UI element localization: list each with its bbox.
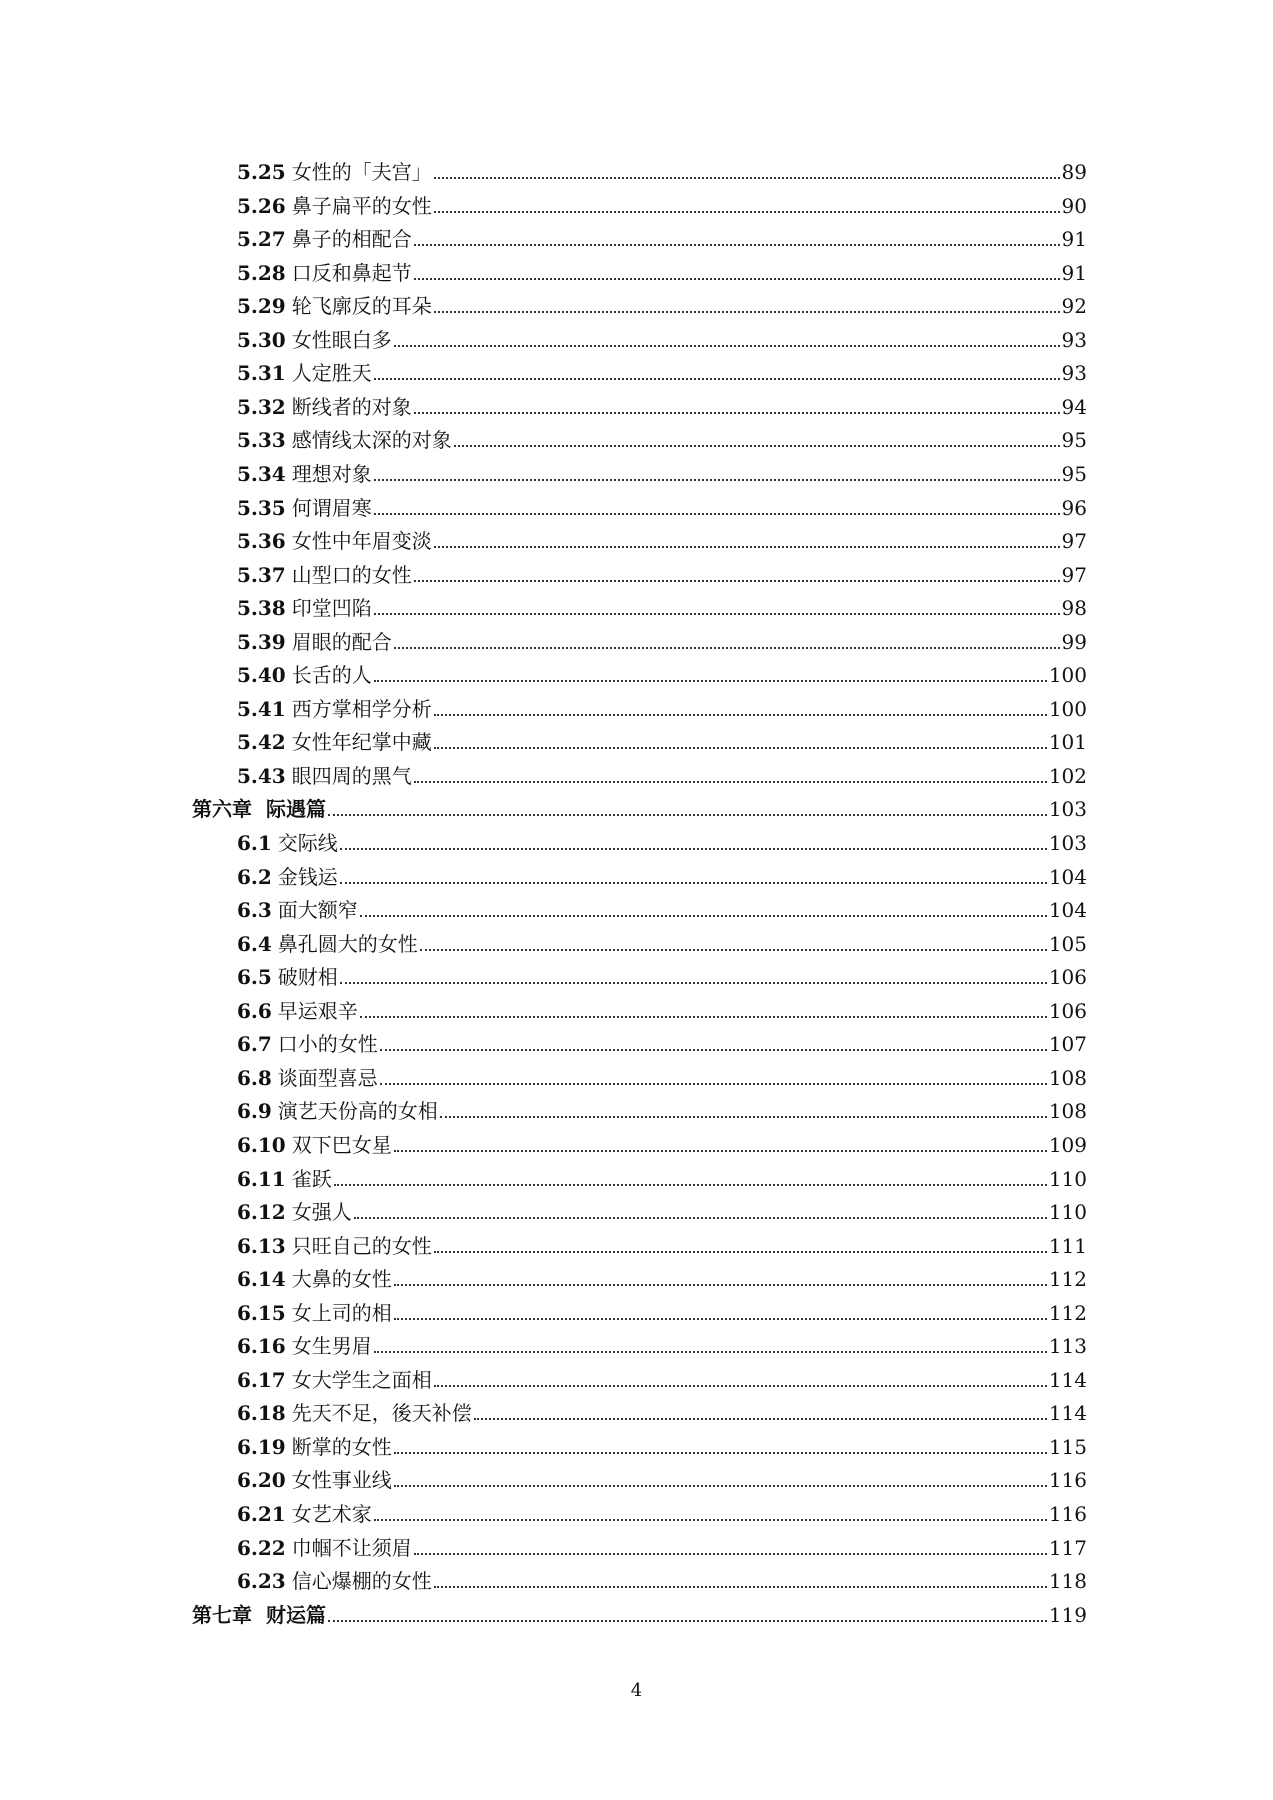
entry-number: 5.40 [237, 663, 286, 688]
entry-page: 97 [1061, 529, 1087, 554]
toc-section-entry[interactable] [237, 389, 1087, 419]
dot-leader [394, 345, 1060, 347]
entry-number: 6.13 [237, 1233, 286, 1258]
entry-title: 交际线 [277, 831, 338, 855]
dot-leader [434, 546, 1060, 548]
entry-page: 100 [1048, 696, 1087, 721]
entry-number: 6.9 [237, 1099, 272, 1124]
entry-page: 114 [1048, 1401, 1087, 1426]
toc-section-entry[interactable] [237, 1161, 1087, 1191]
page-number: 4 [630, 1680, 643, 1701]
entry-page: 108 [1048, 1065, 1087, 1090]
dot-leader [360, 1016, 1047, 1018]
entry-page: 98 [1061, 596, 1087, 621]
entry-number: 6.8 [237, 1065, 272, 1090]
dot-leader [374, 378, 1060, 380]
dot-leader [374, 1519, 1047, 1521]
toc-section-entry[interactable] [237, 456, 1087, 486]
dot-leader [474, 1418, 1047, 1420]
entry-page: 110 [1048, 1200, 1087, 1225]
entry-title: 何谓眉寒 [291, 495, 372, 520]
entry-number: 6.18 [237, 1401, 286, 1426]
toc-section-entry[interactable] [237, 959, 1087, 989]
toc-section-entry[interactable] [237, 1093, 1087, 1123]
toc-section-entry[interactable] [237, 1127, 1087, 1157]
entry-page: 104 [1048, 864, 1087, 889]
entry-number: 6.11 [237, 1166, 286, 1191]
entry-page: 112 [1048, 1300, 1087, 1325]
dot-leader [380, 1083, 1047, 1085]
entry-page: 91 [1061, 227, 1087, 252]
entry-title: 女性事业线 [291, 1468, 392, 1493]
entry-title: 际遇篇 [266, 797, 326, 822]
entry-title: 大鼻的女性 [291, 1267, 392, 1292]
entry-title: 演艺天份高的女相 [277, 1099, 438, 1124]
entry-number: 5.32 [237, 394, 286, 419]
dot-leader [394, 1485, 1047, 1487]
toc-section-entry[interactable] [237, 758, 1087, 788]
entry-number: 6.10 [237, 1132, 286, 1157]
toc-section-entry[interactable] [237, 926, 1087, 956]
toc-section-entry[interactable] [237, 255, 1087, 285]
entry-page: 110 [1048, 1166, 1087, 1191]
entry-page: 95 [1061, 461, 1087, 486]
toc-section-entry[interactable] [237, 221, 1087, 251]
dot-leader [434, 311, 1060, 313]
entry-title: 女上司的相 [291, 1300, 392, 1325]
toc-section-entry[interactable] [237, 1295, 1087, 1325]
entry-title: 鼻子扁平的女性 [291, 193, 432, 218]
dot-leader [434, 177, 1060, 179]
toc-section-entry[interactable] [237, 1362, 1087, 1392]
dot-leader [434, 1251, 1047, 1253]
dot-leader [394, 1284, 1047, 1286]
dot-leader [394, 1318, 1047, 1320]
toc-section-entry[interactable] [237, 993, 1087, 1023]
toc-section-entry[interactable] [237, 1563, 1087, 1593]
entry-number: 6.4 [237, 931, 272, 956]
entry-title: 女性眼白多 [291, 327, 392, 352]
entry-number: 5.36 [237, 529, 286, 554]
entry-page: 114 [1048, 1367, 1087, 1392]
entry-title: 口小的女性 [277, 1032, 378, 1057]
toc-chapter-entry[interactable] [192, 791, 1087, 821]
toc-section-entry[interactable] [237, 1462, 1087, 1492]
entry-number: 6.15 [237, 1300, 286, 1325]
dot-leader [414, 244, 1060, 246]
entry-title: 理想对象 [291, 461, 372, 486]
entry-number: 5.29 [237, 294, 286, 319]
dot-leader [434, 1586, 1047, 1588]
entry-number: 6.17 [237, 1367, 286, 1392]
entry-number: 5.34 [237, 461, 286, 486]
dot-leader [340, 982, 1047, 984]
entry-number: 6.23 [237, 1569, 286, 1594]
entry-title: 鼻孔圆大的女性 [277, 931, 418, 956]
dot-leader [414, 1553, 1047, 1555]
entry-page: 106 [1048, 998, 1087, 1023]
entry-title: 谈面型喜忌 [277, 1065, 378, 1090]
toc-section-entry[interactable] [237, 1060, 1087, 1090]
entry-page: 107 [1048, 1032, 1087, 1057]
dot-leader [434, 714, 1047, 716]
dot-leader [328, 814, 1047, 816]
toc-section-entry[interactable] [237, 1530, 1087, 1560]
dot-leader [380, 1049, 1047, 1051]
entry-number: 5.27 [237, 227, 286, 252]
toc-section-entry[interactable] [237, 859, 1087, 889]
entry-number: 5.37 [237, 562, 286, 587]
entry-page: 106 [1048, 965, 1087, 990]
entry-title: 面大额窄 [277, 898, 358, 923]
entry-number: 6.5 [237, 965, 272, 990]
toc-section-entry[interactable] [237, 1026, 1087, 1056]
entry-number: 5.38 [237, 596, 286, 621]
dot-leader [374, 613, 1060, 615]
entry-title: 早运艰辛 [277, 998, 358, 1023]
dot-leader [394, 1150, 1047, 1152]
toc-section-entry[interactable] [237, 624, 1087, 654]
entry-title: 山型口的女性 [291, 562, 412, 587]
entry-title: 西方掌相学分析 [291, 696, 432, 721]
entry-page: 97 [1061, 562, 1087, 587]
dot-leader [420, 949, 1047, 951]
dot-leader [434, 211, 1060, 213]
dot-leader [374, 479, 1060, 481]
dot-leader [334, 1184, 1047, 1186]
entry-number: 5.33 [237, 428, 286, 453]
toc-section-entry[interactable] [237, 1194, 1087, 1224]
entry-title: 雀跃 [291, 1166, 332, 1191]
dot-leader [328, 1620, 1047, 1622]
entry-page: 103 [1048, 831, 1087, 855]
entry-page: 111 [1048, 1233, 1087, 1258]
entry-title: 女艺术家 [291, 1502, 372, 1526]
dot-leader [414, 580, 1060, 582]
dot-leader [434, 1385, 1047, 1387]
entry-page: 116 [1048, 1468, 1087, 1493]
entry-number: 6.7 [237, 1032, 272, 1057]
entry-title: 女大学生之面相 [291, 1367, 432, 1392]
entry-page: 102 [1048, 763, 1087, 788]
toc-section-entry[interactable] [237, 1228, 1087, 1258]
entry-title: 女性中年眉变淡 [291, 529, 432, 554]
entry-page: 94 [1061, 394, 1087, 419]
entry-number: 5.41 [237, 696, 286, 721]
entry-page: 109 [1048, 1132, 1087, 1157]
entry-title: 破财相 [277, 965, 338, 990]
entry-page: 101 [1048, 730, 1087, 755]
entry-title: 口反和鼻起节 [291, 260, 412, 285]
entry-page: 115 [1048, 1434, 1087, 1459]
toc-section-entry[interactable] [237, 322, 1087, 352]
entry-title: 女生男眉 [291, 1334, 372, 1359]
dot-leader [394, 1452, 1047, 1454]
entry-page: 91 [1061, 260, 1087, 285]
entry-number: 6.19 [237, 1434, 286, 1459]
entry-title: 女性的「夫宫」 [291, 160, 432, 184]
dot-leader [434, 747, 1047, 749]
entry-page: 112 [1048, 1267, 1087, 1292]
toc-section-entry[interactable] [237, 825, 1087, 855]
entry-number: 第七章 [192, 1602, 252, 1627]
toc-section-entry[interactable] [237, 422, 1087, 452]
entry-number: 5.30 [237, 327, 286, 352]
entry-title: 巾帼不让须眉 [291, 1535, 412, 1560]
toc-section-entry[interactable] [237, 1496, 1087, 1526]
entry-number: 5.35 [237, 495, 286, 520]
toc-section-entry[interactable] [237, 557, 1087, 587]
entry-page: 105 [1048, 931, 1087, 956]
entry-page: 103 [1048, 797, 1087, 822]
toc-section-entry[interactable] [237, 1261, 1087, 1291]
entry-title: 财运篇 [266, 1602, 326, 1627]
entry-number: 6.20 [237, 1468, 286, 1493]
entry-title: 金钱运 [277, 864, 338, 889]
entry-number: 6.21 [237, 1502, 286, 1526]
entry-page: 93 [1061, 361, 1087, 386]
entry-title: 只旺自己的女性 [291, 1233, 432, 1258]
dot-leader [394, 647, 1060, 649]
entry-page: 93 [1061, 327, 1087, 352]
entry-number: 6.2 [237, 864, 272, 889]
entry-title: 断掌的女性 [291, 1434, 392, 1459]
entry-page: 90 [1061, 193, 1087, 218]
entry-number: 第六章 [192, 797, 252, 822]
entry-number: 5.43 [237, 763, 286, 788]
toc-chapter-entry[interactable] [192, 1597, 1087, 1627]
entry-title: 长舌的人 [291, 663, 372, 688]
entry-title: 印堂凹陷 [291, 596, 372, 621]
toc-section-entry[interactable] [237, 657, 1087, 687]
toc-section-entry[interactable] [237, 154, 1087, 184]
entry-title: 先天不足，後天补偿 [291, 1401, 472, 1426]
entry-page: 119 [1048, 1602, 1087, 1627]
entry-page: 104 [1048, 898, 1087, 923]
dot-leader [374, 1351, 1047, 1353]
entry-number: 5.25 [237, 160, 286, 184]
dot-leader [374, 680, 1047, 682]
dot-leader [414, 278, 1060, 280]
entry-number: 5.28 [237, 260, 286, 285]
toc-section-entry[interactable] [237, 1429, 1087, 1459]
entry-number: 6.22 [237, 1535, 286, 1560]
entry-title: 断线者的对象 [291, 394, 412, 419]
dot-leader [340, 882, 1047, 884]
entry-page: 117 [1048, 1535, 1087, 1560]
toc-section-entry[interactable] [237, 490, 1087, 520]
entry-page: 118 [1048, 1569, 1087, 1594]
entry-number: 6.12 [237, 1200, 286, 1225]
entry-title: 信心爆棚的女性 [291, 1569, 432, 1594]
toc-section-entry[interactable] [237, 1328, 1087, 1358]
entry-title: 双下巴女星 [291, 1132, 392, 1157]
entry-title: 女强人 [291, 1200, 352, 1225]
entry-number: 5.26 [237, 193, 286, 218]
entry-title: 轮飞廓反的耳朵 [291, 294, 432, 319]
dot-leader [454, 445, 1060, 447]
toc-section-entry[interactable] [237, 724, 1087, 754]
entry-title: 感情线太深的对象 [291, 428, 452, 453]
dot-leader [414, 781, 1047, 783]
toc-section-entry[interactable] [237, 691, 1087, 721]
entry-number: 6.3 [237, 898, 272, 923]
toc-section-entry[interactable] [237, 188, 1087, 218]
entry-title: 鼻子的相配合 [291, 227, 412, 252]
entry-page: 96 [1061, 495, 1087, 520]
entry-number: 5.39 [237, 629, 286, 654]
dot-leader [414, 412, 1060, 414]
entry-title: 眼四周的黑气 [291, 763, 412, 788]
entry-title: 女性年纪掌中藏 [291, 730, 432, 755]
entry-number: 5.31 [237, 361, 286, 386]
toc-section-entry[interactable] [237, 523, 1087, 553]
toc-section-entry[interactable] [237, 1395, 1087, 1425]
dot-leader [354, 1217, 1047, 1219]
toc-section-entry[interactable] [237, 288, 1087, 318]
entry-page: 92 [1061, 294, 1087, 319]
entry-number: 5.42 [237, 730, 286, 755]
entry-number: 6.16 [237, 1334, 286, 1359]
entry-page: 95 [1061, 428, 1087, 453]
toc-section-entry[interactable] [237, 590, 1087, 620]
entry-title: 人定胜天 [291, 361, 372, 386]
dot-leader [374, 513, 1060, 515]
entry-page: 89 [1061, 160, 1087, 184]
dot-leader [440, 1116, 1047, 1118]
dot-leader [360, 915, 1047, 917]
entry-title: 眉眼的配合 [291, 629, 392, 654]
toc-section-entry[interactable] [237, 892, 1087, 922]
entry-page: 113 [1048, 1334, 1087, 1359]
entry-number: 6.14 [237, 1267, 286, 1292]
entry-page: 99 [1061, 629, 1087, 654]
entry-number: 6.6 [237, 998, 272, 1023]
entry-number: 6.1 [237, 831, 272, 855]
dot-leader [340, 848, 1047, 850]
entry-page: 100 [1048, 663, 1087, 688]
toc-section-entry[interactable] [237, 355, 1087, 385]
entry-page: 116 [1048, 1502, 1087, 1526]
entry-page: 108 [1048, 1099, 1087, 1124]
